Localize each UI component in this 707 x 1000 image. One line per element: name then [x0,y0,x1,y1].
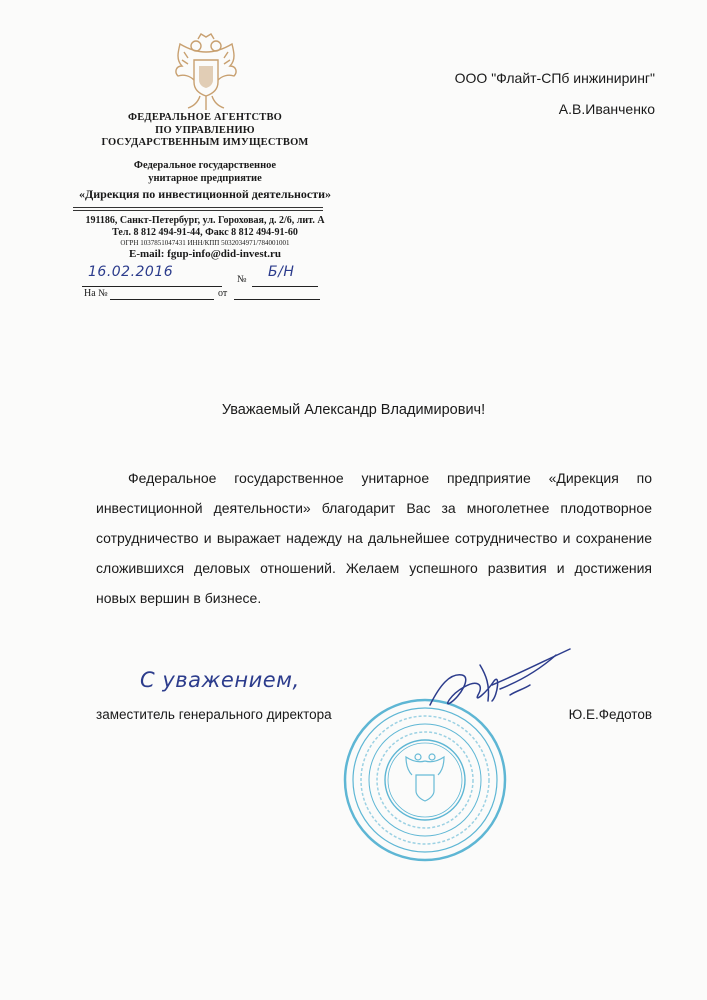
recipient-person: А.В.Иванченко [558,101,655,117]
reply-number-underline [110,299,214,300]
handwritten-number: Б/Н [268,264,295,280]
handwritten-date: 16.02.2016 [88,264,174,280]
handwritten-signature [420,645,590,725]
signatory-name: Ю.Е.Федотов [568,707,652,722]
enterprise-type: Федеральное государственное унитарное предприятие [133,160,277,184]
from-label: от [218,288,228,299]
recipient-company: ООО "Флайт-СПб инжиниринг" [454,70,655,86]
agency-name: ФЕДЕРАЛЬНОЕ АГЕНТСТВО ПО УПРАВЛЕНИЮ ГОСУДАРСТВЕННЫМ ИМУЩЕСТВОМ [101,112,309,148]
letter-body [96,463,652,613]
email-address: E-mail: fgup-info@did-invest.ru [128,248,282,260]
greeting: Уважаемый Александр Владимирович! [221,402,486,418]
postal-address: 191186, Санкт-Петербург, ул. Гороховая, д. 2/6, лит. А [85,215,325,226]
handwritten-closing: С уважением, [140,668,300,692]
letterhead-divider-thin [73,210,323,211]
number-underline [252,286,318,287]
signatory-position: заместитель генерального директора [96,707,332,722]
registration-numbers: ОГРН 1037851047431 ИНН/КПП 5032034971/784001001 [120,239,290,247]
stamp-eagle-icon [406,754,444,801]
reply-to-label: На № [84,288,108,299]
double-headed-eagle-emblem-icon [168,30,244,114]
phone-fax: Тел. 8 812 494-91-44, Факс 8 812 494-91-60 [112,227,298,238]
body-paragraph: Федеральное государственное унитарное предприятие «Дирекция по инвестиционной деятельности» благодарит Вас за многолетнее плодотворное сотрудничество и выражает надежду на дальнейшее сотрудничество и сохранение сложившихся деловых отношений. Желаем успешного развития и достижения новых вершин в бизнесе. [96,470,652,606]
letterhead-divider [73,207,323,208]
number-label: № [237,274,247,285]
date-underline [82,286,222,287]
reply-date-underline [234,299,320,300]
enterprise-name: «Дирекция по инвестиционной деятельности» [78,187,332,201]
